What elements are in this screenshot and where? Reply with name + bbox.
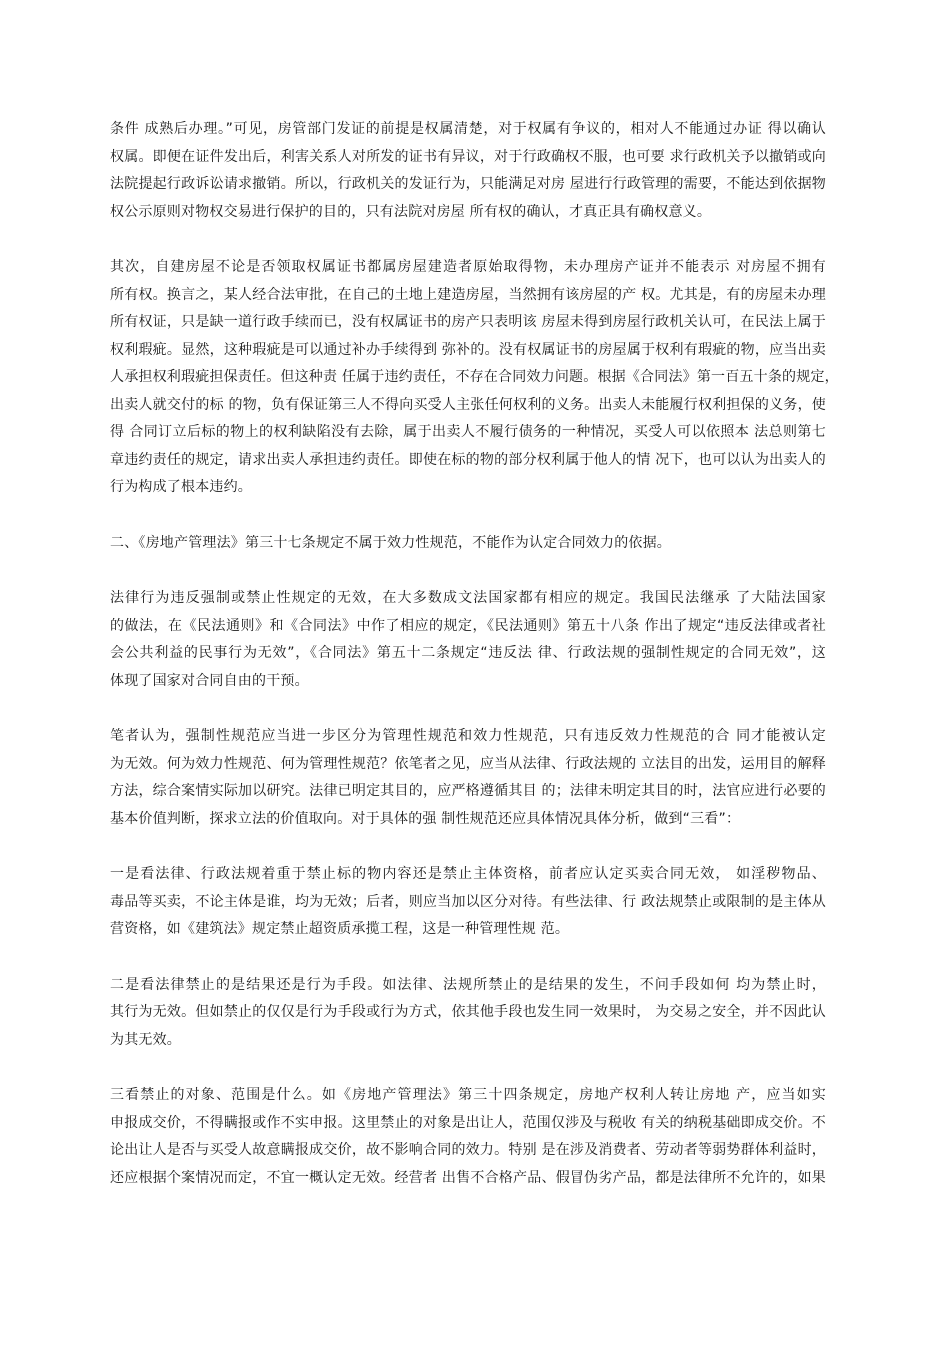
text-line: 得 合同订立后标的物上的权利缺陷没有去除，属于出卖人不履行债务的一种情况，买受人可以依照本 法总则第七 xyxy=(110,424,826,440)
text-line: 体现了国家对合同自由的干预。 xyxy=(110,672,309,689)
text-line: 毒品等买卖，不论主体是谁，均为无效；后者，则应当加以区分对待。有些法律、行 政法规禁止或限制的是主体从 xyxy=(110,893,826,910)
text-line: 二是看法律禁止的是结果还是行为手段。如法律、法规所禁止的是结果的发生，不问手段如何 均为禁止时， xyxy=(110,976,826,993)
text-line: 行为构成了根本违约。 xyxy=(110,479,252,495)
text-line: 笔者认为，强制性规范应当进一步区分为管理性规范和效力性规范，只有违反效力性规范的合 同才能被认定 xyxy=(110,728,826,744)
paragraph-5 xyxy=(110,861,826,944)
text-line: 的做法，在《民法通则》和《合同法》中作了相应的规定，《民法通则》第五十八条 作出了规定“违反法律或者社 xyxy=(110,617,826,634)
text-line: 二、《房地产管理法》第三十七条规定不属于效力性规范，不能作为认定合同效力的依据。 xyxy=(110,534,671,551)
text-line: 三看禁止的对象、范围是什么。如《房地产管理法》第三十四条规定，房地产权利人转让房地 产，应当如实 xyxy=(110,1087,826,1103)
paragraph-1 xyxy=(110,116,826,226)
text-line: 权属。即便在证件发出后，利害关系人对所发的证书有异议，对于行政确权不服，也可要 求行政机关予以撤销或向 xyxy=(110,148,826,165)
text-line: 人承担权利瑕疵担保责任。但这种责 任属于违约责任，不存在合同效力问题。根据《合同法》第一百五十条的规定， xyxy=(110,369,839,385)
section-heading xyxy=(110,530,826,558)
text-line: 申报成交价，不得瞒报或作不实申报。这里禁止的对象是出让人，范围仅涉及与税收 有关的纳税基础即成交价。不 xyxy=(110,1114,826,1131)
paragraph-gap xyxy=(110,944,826,972)
text-line: 法院提起行政诉讼请求撤销。所以，行政机关的发证行为，只能满足对房 屋进行行政管理的需要，不能达到依据物 xyxy=(110,176,826,192)
text-line: 权利瑕疵。显然，这种瑕疵是可以通过补办手续得到 弥补的。没有权属证书的房屋属于权利有瑕疵的物，应当出卖 xyxy=(110,341,826,358)
text-line: 其行为无效。但如禁止的仅仅是行为手段或行为方式，依其他手段也发生同一效果时， 为交易之安全，并不因此认 xyxy=(110,1004,826,1020)
text-line: 为其无效。 xyxy=(110,1031,181,1048)
text-line: 出卖人就交付的标 的物，负有保证第三人不得向买受人主张任何权利的义务。出卖人未能履行权利担保的义务，使 xyxy=(110,396,826,413)
text-line: 权公示原则对物权交易进行保护的目的，只有法院对房屋 所有权的确认，才真正具有确权意义。 xyxy=(110,203,712,220)
paragraph-gap xyxy=(110,226,826,254)
paragraph-gap xyxy=(110,833,826,861)
paragraph-gap xyxy=(110,557,826,585)
text-line: 还应根据个案情况而定，不宜一概认定无效。经营者 出售不合格产品、假冒伪劣产品，都是法律所不允许的，如果 xyxy=(110,1169,826,1186)
text-line: 条件 成熟后办理。”可见，房管部门发证的前提是权属清楚，对于权属有争议的，相对人不能通过办证 得以确认 xyxy=(110,121,826,137)
paragraph-gap xyxy=(110,1054,826,1082)
text-line: 论出让人是否与买受人故意瞒报成交价，故不影响合同的效力。特别 是在涉及消费者、劳动者等弱势群体利益时， xyxy=(110,1142,826,1158)
paragraph-gap xyxy=(110,695,826,723)
text-line: 所有权。换言之，某人经合法审批，在自己的土地上建造房屋，当然拥有该房屋的产 权。尤其是，有的房屋未办理 xyxy=(110,286,826,303)
paragraph-7 xyxy=(110,1082,826,1192)
document-body xyxy=(110,116,839,1192)
text-line: 基本价值判断，探求立法的价值取向。对于具体的强 制性规范还应具体情况具体分析，做到“三看”： xyxy=(110,810,741,827)
text-line: 所有权证，只是缺一道行政手续而已，没有权属证书的房产只表明该 房屋未得到房屋行政机关认可，在民法上属于 xyxy=(110,314,826,330)
text-line: 营资格，如《建筑法》规定禁止超资质承揽工程，这是一种管理性规 范。 xyxy=(110,921,570,937)
text-line: 一是看法律、行政法规着重于禁止标的物内容还是禁止主体资格，前者应认定买卖合同无效， 如淫秽物品、 xyxy=(110,866,826,882)
paragraph-gap xyxy=(110,502,826,530)
paragraph-2 xyxy=(110,254,839,502)
text-line: 章违约责任的规定，请求出卖人承担违约责任。即使在标的物的部分权利属于他人的情 况下，也可以认为出卖人的 xyxy=(110,451,826,468)
text-line: 为无效。何为效力性规范、何为管理性规范？依笔者之见，应当从法律、行政法规的 立法目的出发，运用目的解释 xyxy=(110,755,826,772)
text-line: 会公共利益的民事行为无效”，《合同法》第五十二条规定“违反法 律、行政法规的强制性规定的合同无效”，这 xyxy=(110,645,826,661)
text-line: 其次，自建房屋不论是否领取权属证书都属房屋建造者原始取得物，未办理房产证并不能表示 对房屋不拥有 xyxy=(110,259,826,275)
paragraph-3 xyxy=(110,585,826,695)
paragraph-6 xyxy=(110,972,826,1055)
text-line: 法律行为违反强制或禁止性规定的无效，在大多数成文法国家都有相应的规定。我国民法继承 了大陆法国家 xyxy=(110,590,826,606)
text-line: 方法，综合案情实际加以研究。法律已明定其目的，应严格遵循其目 的；法律未明定其目的时，法官应进行必要的 xyxy=(110,783,826,799)
paragraph-4 xyxy=(110,723,826,833)
